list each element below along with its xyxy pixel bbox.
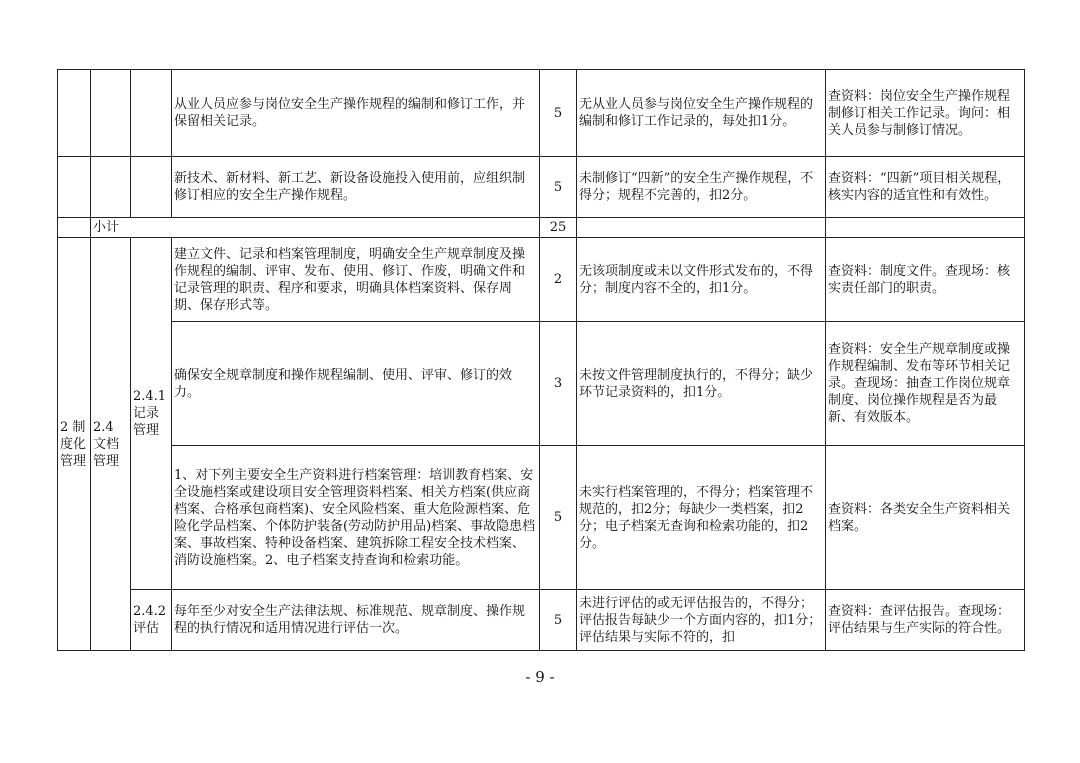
evaluation-table: [57, 69, 1025, 651]
content-cell: 建立文件、记录和档案管理制度，明确安全生产规章制度及操作规程的编制、评审、发布、使用、修订、作废，明确文件和记录管理的职责、程序和要求，明确具体档案资料、保存周期、保存形式等。: [172, 238, 540, 322]
table-row: [58, 446, 1025, 590]
subtotal-label: 小计: [91, 218, 540, 238]
score-cell: 5: [540, 590, 577, 651]
method-cell: 查资料：各类安全生产资料相关档案。: [826, 446, 1025, 590]
table-row: [58, 157, 1025, 218]
content-cell: 确保安全规章制度和操作规程编制、使用、评审、修订的效力。: [172, 322, 540, 446]
page-number: - 9 -: [525, 668, 555, 686]
table-row: [58, 590, 1025, 651]
table-row: [58, 322, 1025, 446]
level2-cell: [91, 157, 131, 218]
method-cell: 查资料：“四新”项目相关规程，核实内容的适宜性和有效性。: [826, 157, 1025, 218]
standard-cell: 未按文件管理制度执行的，不得分；缺少环节记录资料的，扣1分。: [577, 322, 826, 446]
method-cell: 查资料：岗位安全生产操作规程制修订相关工作记录。询问：相关人员参与制修订情况。: [826, 70, 1025, 157]
content-cell: 新技术、新材料、新工艺、新设备设施投入使用前，应组织制修订相应的安全生产操作规程。: [172, 157, 540, 218]
level3-cell: 2.4.1 记录管理: [131, 238, 172, 590]
standard-cell: 无从业人员参与岗位安全生产操作规程的编制和修订工作记录的，每处扣1分。: [577, 70, 826, 157]
level3-cell: 2.4.2 评估: [131, 590, 172, 651]
level2-cell: [91, 70, 131, 157]
level1-cell: [58, 218, 91, 238]
score-cell: 3: [540, 322, 577, 446]
score-cell: 5: [540, 157, 577, 218]
content-cell: 1、对下列主要安全生产资料进行档案管理：培训教育档案、安全设施档案或建设项目安全管理资料档案、相关方档案(供应商档案、合格承包商档案)、安全风险档案、重大危险源档案、危险化学品档案、个体防护装备(劳动防护用品)档案、事故隐患档案、事故档案、特种设备档案、建筑拆除工程安全技术档案、消防设施档案。2、电子档案支持查询和检索功能。: [172, 446, 540, 590]
subtotal-score: 25: [540, 218, 577, 238]
level2-cell: 2.4 文档管理: [91, 238, 131, 651]
content-cell: 每年至少对安全生产法律法规、标准规范、规章制度、操作规程的执行情况和适用情况进行评估一次。: [172, 590, 540, 651]
score-cell: 5: [540, 70, 577, 157]
method-cell: 查资料：制度文件。查现场：核实责任部门的职责。: [826, 238, 1025, 322]
level3-cell: [131, 157, 172, 218]
method-cell: [826, 218, 1025, 238]
standard-cell: 无该项制度或未以文件形式发布的，不得分；制度内容不全的，扣1分。: [577, 238, 826, 322]
standard-cell: 未进行评估的或无评估报告的，不得分；评估报告每缺少一个方面内容的，扣1分；评估结果与实际不符的，扣: [577, 590, 826, 651]
level3-cell: [131, 70, 172, 157]
level1-cell: 2 制度化管理: [58, 238, 91, 651]
score-cell: 5: [540, 446, 577, 590]
content-cell: 从业人员应参与岗位安全生产操作规程的编制和修订工作，并保留相关记录。: [172, 70, 540, 157]
method-cell: 查资料：安全生产规章制度或操作规程编制、发布等环节相关记录。查现场：抽查工作岗位规章制度、岗位操作规程是否为最新、有效版本。: [826, 322, 1025, 446]
method-cell: 查资料：查评估报告。查现场：评估结果与生产实际的符合性。: [826, 590, 1025, 651]
table-row: [58, 238, 1025, 322]
standard-cell: [577, 218, 826, 238]
score-cell: 2: [540, 238, 577, 322]
level1-cell: [58, 70, 91, 157]
standard-cell: 未制修订“四新”的安全生产操作规程，不得分；规程不完善的，扣2分。: [577, 157, 826, 218]
subtotal-row: [58, 218, 1025, 238]
standard-cell: 未实行档案管理的，不得分；档案管理不规范的，扣2分；每缺少一类档案，扣2分；电子档案无查询和检索功能的，扣2分。: [577, 446, 826, 590]
level1-cell: [58, 157, 91, 218]
table-row: [58, 70, 1025, 157]
